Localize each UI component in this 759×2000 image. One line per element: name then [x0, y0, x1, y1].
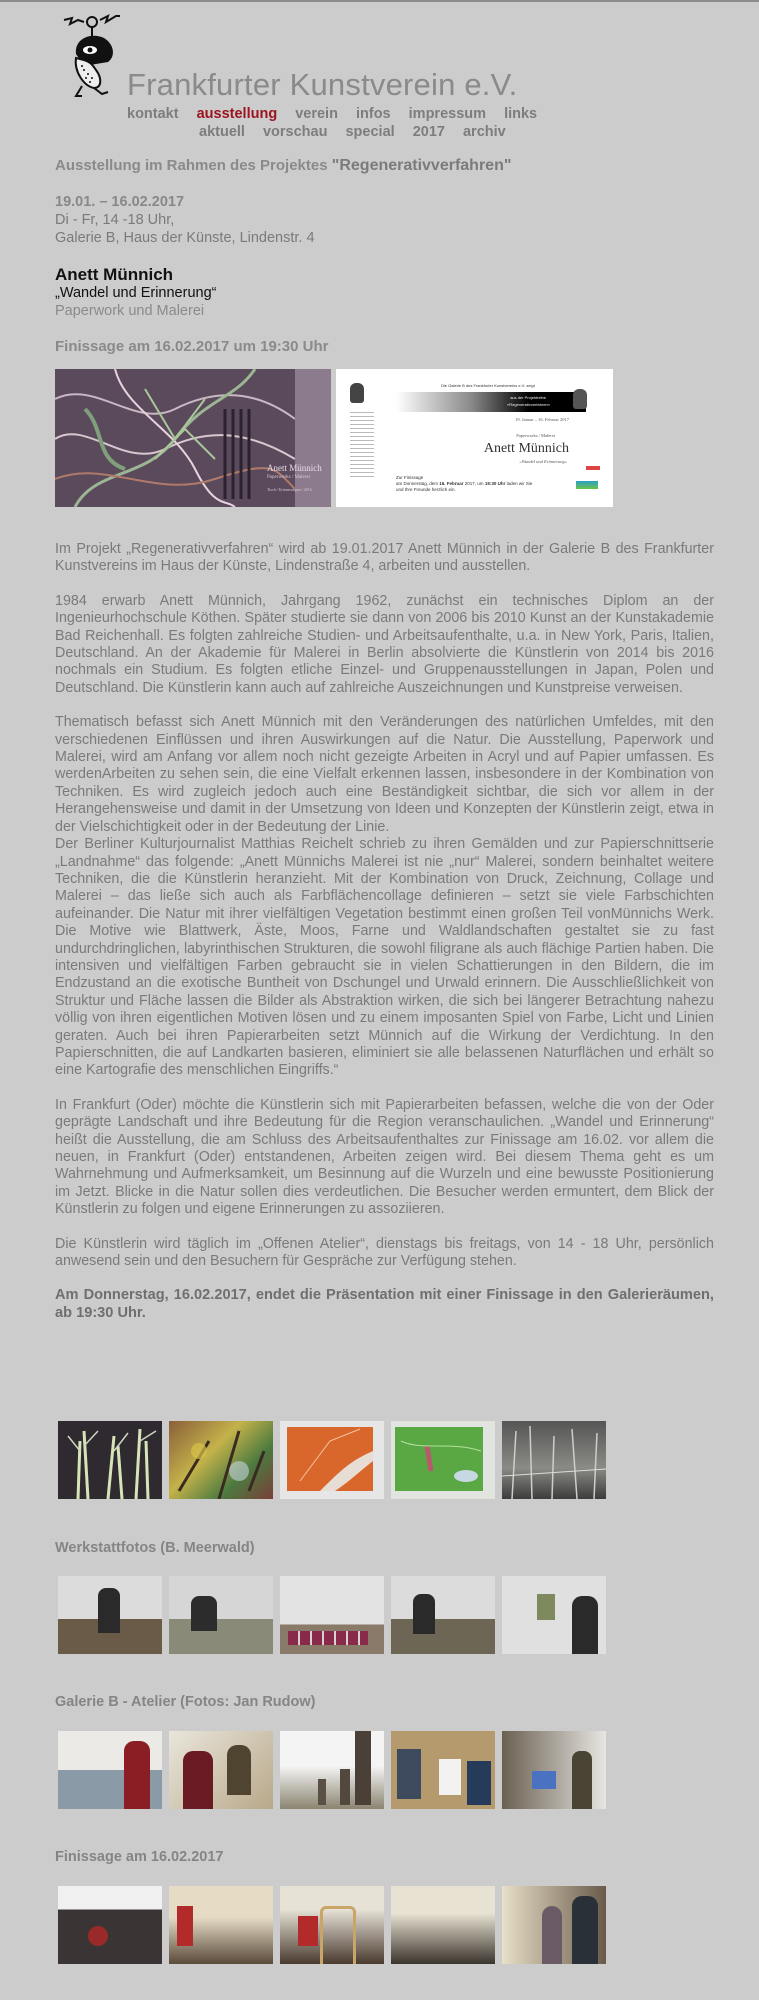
thumbnail[interactable]	[502, 1421, 606, 1499]
paragraph: Der Berliner Kulturjournalist Matthias Reichelt schrieb zu ihren Gemälden und zur Papierschnittserie „Landnahme“ das folgende: „Anett Münnichs Malerei ist nie „nur“ Malerei, sondern beinhaltet weitere Techniken, die die Künstlerin heranzieht. Mit der Kombination von Druck, Zeichnung, Collage und Malerei – das ließe sich auch als Farbflächencollage definieren – setzt sie viele Farbschichten aufeinander. Die Natur mit ihrer vielfältigen Vegetation bestimmt einen großen Teil vonMünnichs Werk. Die Motive wie Blattwerk, Äste, Moos, Farne und Waldlandschaften gestaltet sie zu fast undurchdringlichen, labyrinthischen Strukturen, die sowohl filigrane als auch flächige Partien haben. Die intensiven und vielfältigen Farben gebraucht sie in vielen Schattierungen in den Bildern, die im Endzustand an die exotische Buntheit von Dschungel und Urwald erinnern. Die Ausschließlichkeit von Struktur und Fläche lassen die Bilder als Abstraktion wirken, die sich bei längerer Betrachtung nahezu völlig von ihren eigentlichen Motiven lösen und zu einem imposanten Spiel von Farbe, Licht und Linien geraten. Auch bei ihren Papierarbeiten setzt Münnich auf die Wirkung der Verdichtung. In den Papierschnitten, die auf Landkarten basieren, eliminiert sie alle belassenen Naturflächen und erhält so eine Kartografie des menschlichen Eingriffs.“	[55, 836, 714, 1079]
flyer-back-dates: 19. Januar – 16. Februar 2017	[515, 417, 569, 422]
flyer-back-artist: Anett Münnich	[483, 441, 569, 456]
flyer-banner-line1: aus der Projektreihe	[510, 395, 546, 400]
artwork-white-trees	[58, 1421, 162, 1499]
kunstverein-logo-icon[interactable]	[62, 8, 130, 100]
artwork-orange-map	[280, 1421, 384, 1499]
flyer-invite-label: Zur Finissage	[396, 475, 424, 480]
flyer-back-title: »Wandel und Erinnerung«	[519, 459, 567, 464]
project-name: "Regenerativverfahren"	[331, 157, 512, 174]
project-prefix: Ausstellung im Rahmen des Projektes	[55, 157, 332, 174]
atelier-photos-heading: Galerie B - Atelier (Fotos: Jan Rudow)	[55, 1694, 316, 1710]
finissage-photo-1[interactable]	[58, 1886, 162, 1964]
workshop-photo-1[interactable]	[58, 1576, 162, 1654]
primary-nav	[127, 106, 551, 122]
workshop-photo-3[interactable]	[280, 1576, 384, 1654]
flyer-back-image[interactable]	[336, 369, 613, 507]
finissage-heading: Finissage am 16.02.2017 um 19:30 Uhr	[55, 338, 329, 355]
finissage-photo-2[interactable]	[169, 1886, 273, 1964]
nav-ausstellung[interactable]: ausstellung	[196, 106, 278, 122]
finissage-announcement: Am Donnerstag, 16.02.2017, endet die Präsentation mit einer Finissage in den Galerieräumen, ab 19:30 Uhr.	[55, 1287, 714, 1321]
flyer-back-header: Die Galerie B des Frankfurter Kunstvereins e.V. zeigt	[441, 383, 535, 388]
flyer-address-block	[350, 409, 374, 479]
nav-links[interactable]: links	[504, 106, 538, 122]
exhibition-medium: Paperwork und Malerei	[55, 303, 205, 319]
flyer-back-medium: Paperworks / Malerei	[516, 433, 555, 438]
flyer-invite-text: laden wir Sie	[505, 481, 533, 486]
flyer-front-subtitle: Paperworks / Malerei	[267, 475, 311, 480]
finissage-photo-4[interactable]	[391, 1886, 495, 1964]
flyer-invite-text: am Donnerstag, dem	[396, 481, 440, 486]
flyer-banner-line2: »Regenerativverfahren«	[507, 402, 550, 407]
thumbnail[interactable]	[169, 1421, 273, 1499]
flyer-invite-text: und Ihre Freunde herzlich ein.	[396, 487, 456, 492]
paragraph: Im Projekt „Regenerativverfahren“ wird ab 19.01.2017 Anett Münnich in der Galerie B des Frankfurter Kunstvereins im Haus der Künste, Lindenstraße 4, arbeiten und ausstellen.	[55, 541, 714, 575]
thumbnail[interactable]	[391, 1421, 495, 1499]
flyer-invite-date: 16. Februar	[439, 481, 464, 486]
artwork-green-map	[391, 1421, 495, 1499]
artwork-colorful-foliage	[169, 1421, 273, 1499]
site-title: Frankfurter Kunstverein e.V.	[127, 67, 518, 102]
nav-infos[interactable]: infos	[355, 106, 391, 122]
thumbnail[interactable]	[58, 1421, 162, 1499]
flyer-back-invite	[396, 475, 532, 493]
paragraph: 1984 erwarb Anett Münnich, Jahrgang 1962, zunächst ein technisches Diplom an der Ingenieurhochschule Köthen. Später studierte sie dann von 2006 bis 2010 Kunst an der Kunstakademie Bad Reichenhall. Es folgten zahlreiche Studien- und Arbeitsaufenthalte, u.a. in New York, Paris, Italien, Deutschland. An der Akademie für Malerei in Berlin absolvierte die Künstlerin von 2014 bis 2016 nochmals ein Studium. Es folgten etliche Einzel- und Gruppenausstellungen in Japan, Polen und Deutschland. Die Künstlerin kann auch auf zahlreiche Auszeichnungen und Kunstpreise verweisen.	[55, 592, 714, 696]
nav-vorschau[interactable]: vorschau	[262, 124, 328, 140]
nav-2017[interactable]: 2017	[412, 124, 445, 140]
atelier-photo-2[interactable]	[169, 1731, 273, 1809]
flyer-front-image[interactable]	[55, 369, 331, 507]
finissage-photo-3[interactable]	[280, 1886, 384, 1964]
thumbnail[interactable]	[280, 1421, 384, 1499]
nav-kontakt[interactable]: kontakt	[127, 106, 179, 122]
atelier-photo-4[interactable]	[391, 1731, 495, 1809]
paragraph: Thematisch befasst sich Anett Münnich mit den Veränderungen des natürlichen Umfeldes, mit den verschiedenen Einflüssen und ihren Auswirkungen auf die Natur. Die Ausstellung, Paperwork und Malerei, wird am Anfang vor allem noch nicht gezeigte Arbeiten in Acryl und auf Papier umfassen. Es werdenArbeiten zu sehen sein, die eine Vielfalt erkennen lassen, insbesondere in der Kombination von Techniken. Es wird zugleich jedoch auch eine Beständigkeit sichtbar, die sich vor allem in der Herangehensweise und damit in der Umsetzung von Ideen und Konzepten der Künstlerin zeigt, etwa in der Vielschichtigkeit oder in der Bedeutung der Linie.	[55, 714, 714, 835]
exhibition-info	[55, 193, 714, 247]
flyer-logo-icon	[573, 389, 587, 409]
nav-impressum[interactable]: impressum	[408, 106, 487, 122]
location: Galerie B, Haus der Künste, Lindenstr. 4	[55, 230, 315, 246]
nav-archiv[interactable]: archiv	[462, 124, 506, 140]
opening-hours: Di - Fr, 14 -18 Uhr,	[55, 212, 175, 228]
nav-verein[interactable]: verein	[295, 106, 338, 122]
workshop-photo-5[interactable]	[502, 1576, 606, 1654]
finissage-photos-heading: Finissage am 16.02.2017	[55, 1849, 224, 1865]
date-range: 19.01. – 16.02.2017	[55, 194, 185, 210]
exhibition-intro	[55, 157, 714, 355]
flyer-invite-text: 2017, um	[463, 481, 485, 486]
flyer-front-artist: Anett Münnich	[267, 463, 322, 473]
artwork-abstract-lines	[55, 369, 295, 507]
finissage-photo-5[interactable]	[502, 1886, 606, 1964]
artwork-grey-forest	[502, 1421, 606, 1499]
flyer-back-banner	[396, 392, 586, 412]
article-body	[55, 541, 714, 1339]
atelier-photo-3[interactable]	[280, 1731, 384, 1809]
workshop-photo-4[interactable]	[391, 1576, 495, 1654]
nav-special[interactable]: special	[345, 124, 395, 140]
exhibition-title: „Wandel und Erinnerung“	[55, 285, 217, 301]
sponsor-logo-icon	[586, 466, 600, 470]
flyer-invite-time: 19:30 Uhr	[484, 481, 506, 486]
flyer-logo-icon	[350, 383, 364, 403]
atelier-photo-5[interactable]	[502, 1731, 606, 1809]
top-border	[0, 0, 759, 2]
paragraph: Die Künstlerin wird täglich im „Offenen Atelier“, dienstags bis freitags, von 14 - 18 Uhr, persönlich anwesend sein und den Besuchern für Gespräche zur Verfügung stehen.	[55, 1235, 714, 1270]
artist-name: Anett Münnich	[55, 265, 174, 284]
atelier-photo-1[interactable]	[58, 1731, 162, 1809]
paragraph: In Frankfurt (Oder) möchte die Künstlerin sich mit Papierarbeiten befassen, welche die von der Oder geprägte Landschaft und ihre Bedeutung für die Region veranschaulichen. „Wandel und Erinnerung“ heißt die Ausstellung, die am Schluss des Arbeitsaufenthaltes zur Finissage am 16.02. vor allem die neuen, in Frankfurt (Oder) entstandenen, Arbeiten zeigen wird. Bei diesem Thema geht es um Wahrnehmung und Aufmerksamkeit, um Besinnung auf die Wurzeln und eine bewusste Positionierung im Jetzt. Blicke in die Natur sollen dies verdeutlichen. Die Besucher werden ermuntert, dem Blick der Künstlerin zu folgen und eigene Erinnerungen zu assoziieren.	[55, 1096, 714, 1218]
nav-aktuell[interactable]: aktuell	[199, 124, 245, 140]
secondary-nav	[199, 124, 520, 140]
workshop-photo-2[interactable]	[169, 1576, 273, 1654]
sponsor-logo-icon	[576, 481, 598, 489]
project-heading	[55, 157, 714, 175]
flyer-front-note: Tisch / Erinnerungen / 2016	[267, 487, 312, 492]
workshop-photos-heading: Werkstattfotos (B. Meerwald)	[55, 1540, 255, 1556]
